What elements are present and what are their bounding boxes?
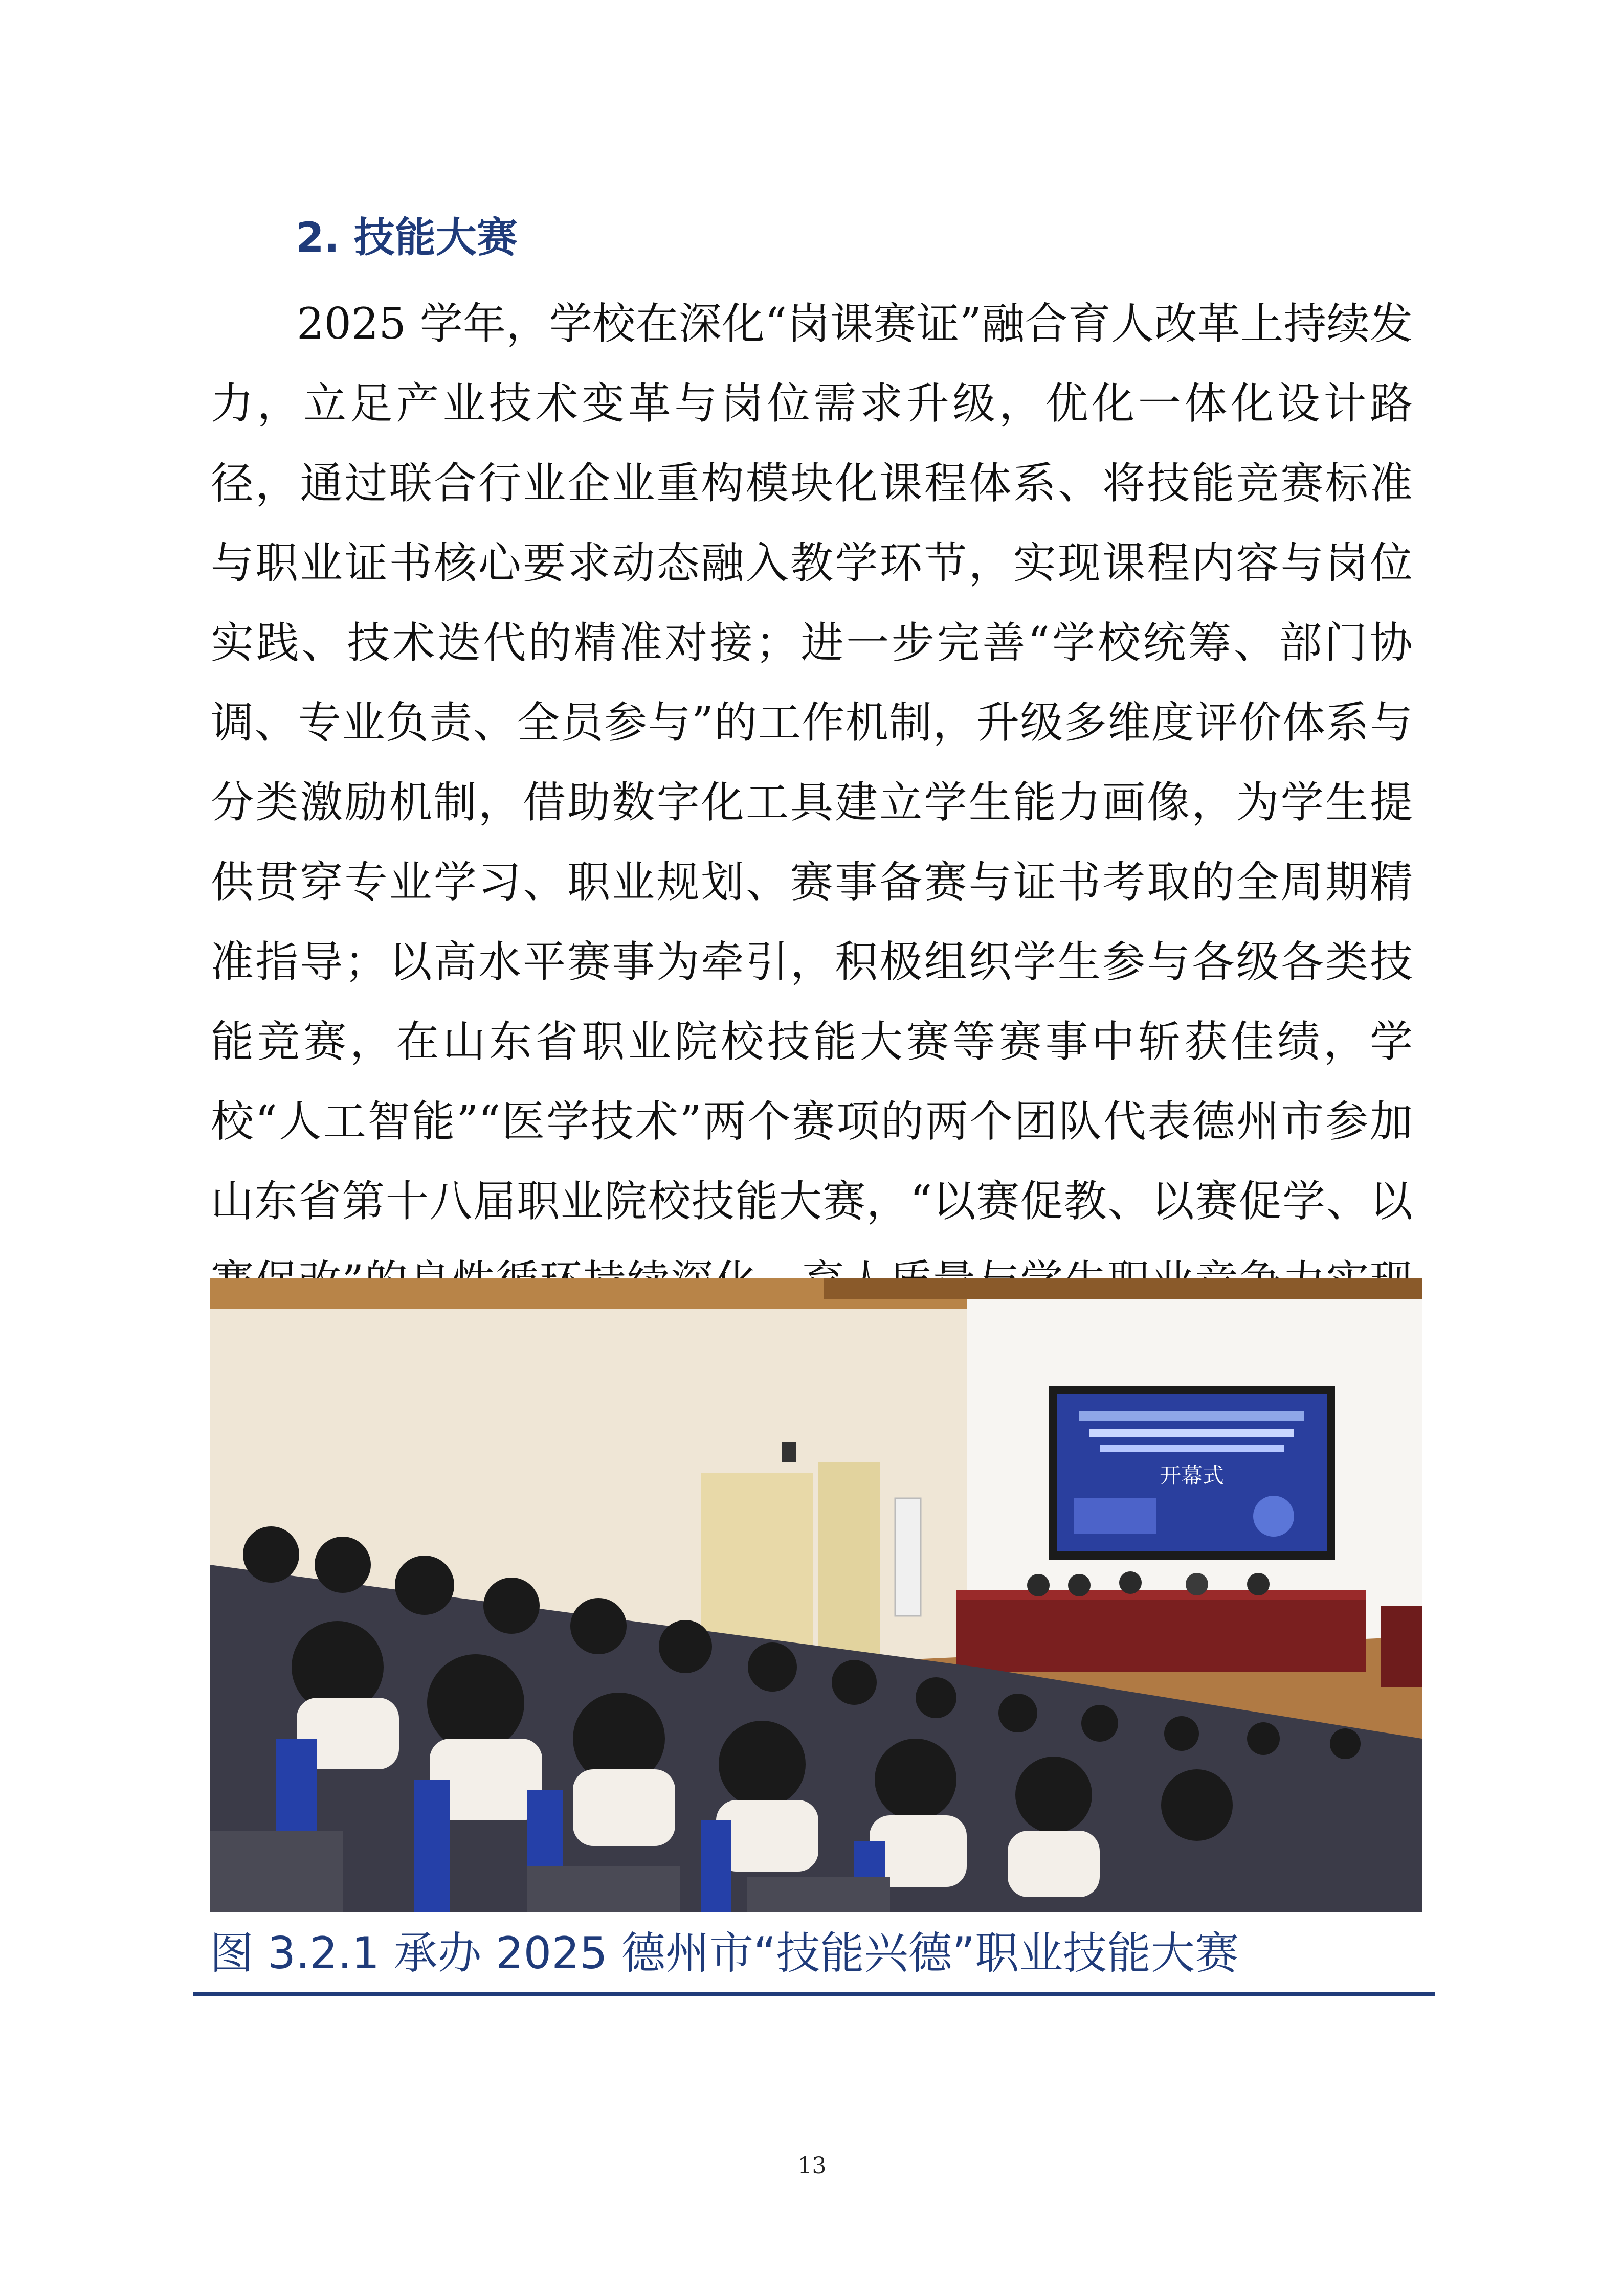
caption-underline	[193, 1992, 1435, 1996]
event-photo	[210, 1278, 1422, 1912]
figure-caption: 图 3.2.1 承办 2025 德州市“技能兴德”职业技能大赛	[210, 1928, 1239, 1979]
page-number: 13	[797, 2153, 827, 2179]
body-paragraph: 2025 学年，学校在深化“岗课赛证”融合育人改革上持续发力，立足产业技术变革与岗位需求升级，优化一体化设计路径，通过联合行业企业重构模块化课程体系、将技能竞赛标准与职业证书核心要求动态融入教学环节，实现课程内容与岗位实践、技术迭代的精准对接；进一步完善“学校统筹、部门协调、专业负责、全员参与”的工作机制，升级多维度评价体系与分类激励机制，借助数字化工具建立学生能力画像，为学生提供贯穿专业学习、职业规划、赛事备赛与证书考取的全周期精准指导；以高水平赛事为牵引，积极组织学生参与各级各类技能竞赛，在山东省职业院校技能大赛等赛事中斩获佳绩，学校“人工智能”“医学技术”两个赛项的两个团队代表德州市参加山东省第十八届职业院校技能大赛，“以赛促教、以赛促学、以	[211, 299, 1413, 1226]
section-heading: 2. 技能大赛	[296, 214, 518, 261]
screen-title: 开幕式	[1159, 1463, 1225, 1488]
